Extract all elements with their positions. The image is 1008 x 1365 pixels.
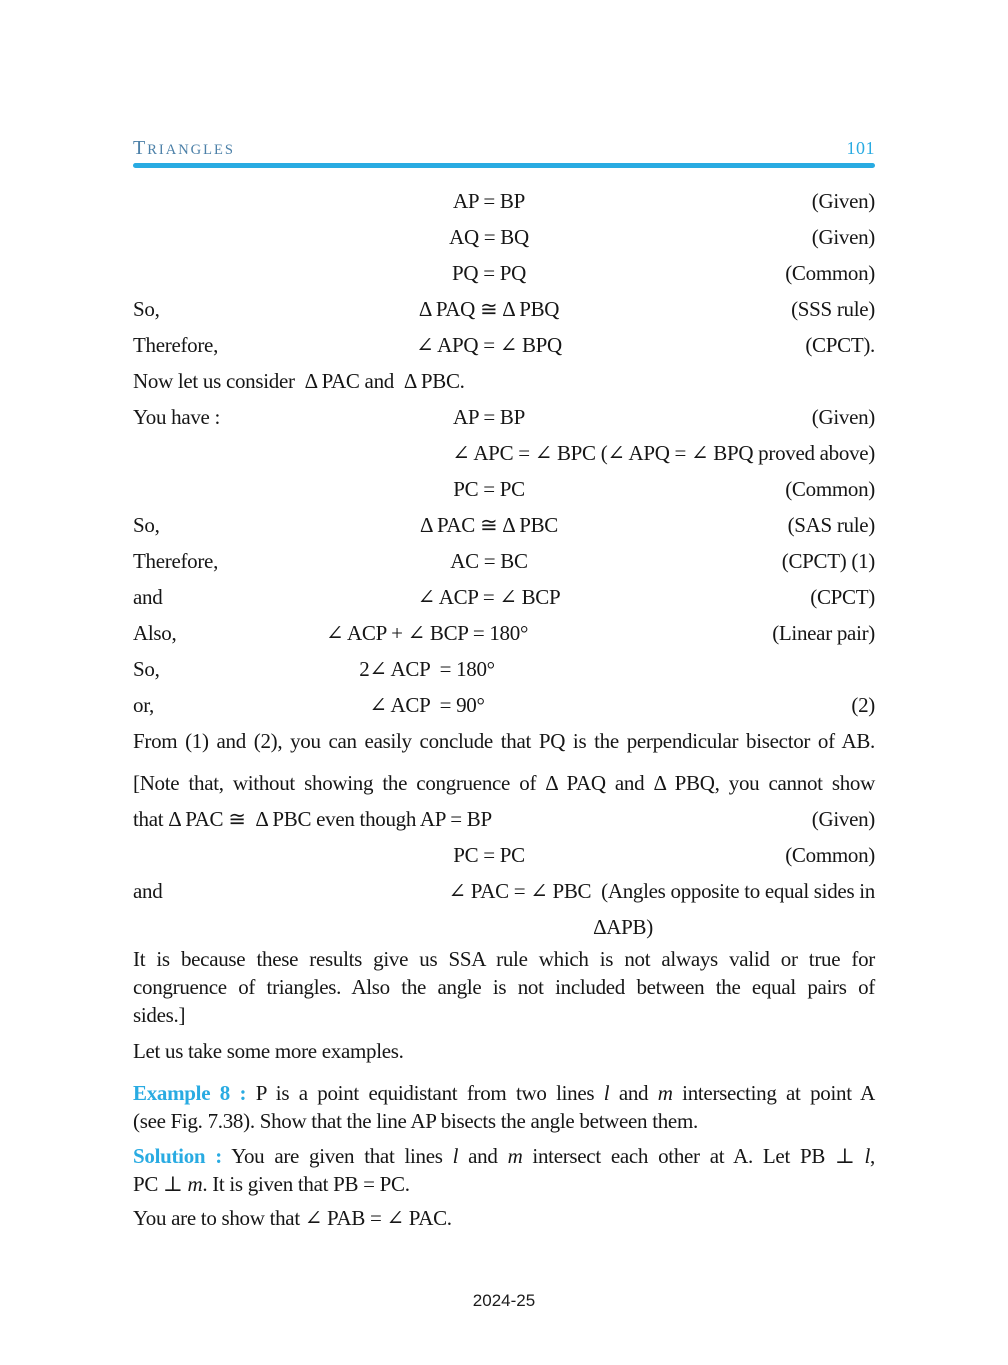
example-8-paragraph <box>133 1079 875 1135</box>
example-8-text: intersecting at point A <box>672 1081 876 1105</box>
row-justification: (Given) <box>811 189 875 213</box>
row-equation: AP = BP <box>453 189 525 213</box>
line-m-symbol: m <box>187 1172 203 1196</box>
example-8-line-1 <box>133 1079 875 1107</box>
row-justification: (Given) <box>811 405 875 429</box>
solution-label: Solution : <box>133 1144 222 1168</box>
footer-session: 2024-25 <box>472 1291 536 1310</box>
row-label <box>133 471 303 507</box>
solution-text: You are given that lines <box>221 1144 453 1168</box>
row-label <box>133 183 303 219</box>
row-equation: AP = BP <box>453 405 525 429</box>
row-label: So, <box>133 513 160 537</box>
example-8-label: Example 8 : <box>133 1081 247 1105</box>
row-equation: PC = PC <box>453 477 525 501</box>
row-justification: (Common) <box>785 477 875 501</box>
line-l-symbol: l <box>452 1144 459 1168</box>
solution-text: and <box>458 1144 508 1168</box>
line-l-symbol: l <box>864 1144 871 1168</box>
row-justification: (Linear pair) <box>772 621 875 645</box>
page-content <box>133 0 875 1236</box>
body-text-more-examples: Let us take some more examples. <box>133 1039 404 1063</box>
body-text-conclusion: From (1) and (2), you can easily conclude that PQ is the perpendicular bisector of AB. <box>133 729 875 753</box>
running-header <box>133 0 875 161</box>
row-equation: AC = BC <box>450 549 528 573</box>
example-8-line-2: (see Fig. 7.38). Show that the line AP bisects the angle between them. <box>133 1109 698 1133</box>
row-equation: PQ = PQ <box>452 261 526 285</box>
body-text: It is because these results give us SSA rule which is not always valid or true for <box>133 947 875 971</box>
solution-text: , <box>870 1144 875 1168</box>
row-equation: AQ = BQ <box>449 225 529 249</box>
row-label: So, <box>133 657 160 681</box>
body-text-note-open: [Note that, without showing the congruence of Δ PAQ and Δ PBQ, you cannot show <box>133 771 875 795</box>
row-label <box>133 219 303 255</box>
row-equation: ∠ ACP + ∠ BCP = 180° <box>325 621 529 645</box>
row-justification: (Common) <box>785 261 875 285</box>
row-equation: 2∠ ACP = 180° <box>359 657 495 681</box>
ssa-paragraph <box>133 945 875 1029</box>
row-label: and <box>133 879 163 903</box>
proof-row <box>133 471 875 507</box>
proof-row <box>133 183 875 219</box>
proof-row <box>133 327 875 363</box>
row-equation: Δ PAC ≅ Δ PBC <box>419 513 558 537</box>
row-label: Therefore, <box>133 333 219 357</box>
row-justification: (2) <box>851 693 875 717</box>
row-justification: (CPCT). <box>805 333 875 357</box>
example-8-text: and <box>609 1081 658 1105</box>
solution-paragraph <box>133 1142 875 1198</box>
row-equation: ∠ ACP = 90° <box>369 693 485 717</box>
solution-line-1 <box>133 1142 875 1170</box>
line-l-symbol: l <box>603 1081 610 1105</box>
solution-text: . It is given that PB = PC. <box>202 1172 410 1196</box>
row-label: and <box>133 585 163 609</box>
header-rule <box>133 163 875 168</box>
row-equation-with-reason: ∠ PAC = ∠ PBC (Angles opposite to equal sides in <box>448 879 875 903</box>
row-equation: ∠ APQ = ∠ BPQ <box>416 333 562 357</box>
row-justification <box>675 651 875 687</box>
solution-text: PC ⊥ <box>133 1172 188 1196</box>
proof-row <box>133 291 875 327</box>
body-text-consider: Now let us consider Δ PAC and Δ PBC. <box>133 369 465 393</box>
row-label: Also, <box>133 621 177 645</box>
proof-row <box>133 399 875 435</box>
proof-row <box>133 909 875 945</box>
proof-row <box>133 615 875 651</box>
proof-row <box>133 873 875 909</box>
example-8-text: P is a point equidistant from two lines <box>246 1081 604 1105</box>
body-text: congruence of triangles. Also the angle is not included between the equal pairs of <box>133 975 875 999</box>
row-equation-with-reason: ∠ APC = ∠ BPC (∠ APQ = ∠ BPQ proved above) <box>452 441 875 465</box>
row-justification: (CPCT) <box>810 585 875 609</box>
row-justification: (CPCT) (1) <box>781 549 875 573</box>
proof-row <box>133 255 875 291</box>
body-text-show-goal: You are to show that ∠ PAB = ∠ PAC. <box>133 1206 452 1230</box>
row-justification: (Given) <box>811 807 875 831</box>
chapter-title <box>133 137 235 161</box>
row-equation: PC = PC <box>453 843 525 867</box>
proof-row <box>133 507 875 543</box>
row-justification: (SSS rule) <box>791 297 875 321</box>
proof-body <box>133 183 875 1236</box>
row-reason-continuation: ΔAPB) <box>593 915 653 939</box>
row-label <box>133 255 303 291</box>
row-equation: Δ PAQ ≅ Δ PBQ <box>418 297 560 321</box>
row-label: You have : <box>133 405 221 429</box>
proof-row <box>133 801 875 837</box>
row-label: or, <box>133 693 155 717</box>
proof-row <box>133 219 875 255</box>
proof-row <box>133 579 875 615</box>
chapter-title-rest: RIANGLES <box>147 142 235 158</box>
row-label <box>133 435 303 471</box>
row-justification: (Common) <box>785 843 875 867</box>
row-justification: (SAS rule) <box>787 513 875 537</box>
proof-row <box>133 687 875 723</box>
chapter-title-initial: T <box>133 137 148 159</box>
line-m-symbol: m <box>657 1081 673 1105</box>
row-label: So, <box>133 297 160 321</box>
body-text: sides.] <box>133 1003 186 1027</box>
proof-row <box>133 543 875 579</box>
row-equation: ∠ ACP = ∠ BCP <box>417 585 561 609</box>
proof-row <box>133 837 875 873</box>
proof-row <box>133 435 875 471</box>
row-justification: (Given) <box>811 225 875 249</box>
proof-row <box>133 651 875 687</box>
solution-text: intersect each other at A. Let PB ⊥ <box>522 1144 865 1168</box>
solution-line-2 <box>133 1170 875 1198</box>
row-label: that Δ PAC ≅ Δ PBC even though AP = BP <box>133 807 492 831</box>
row-label <box>133 837 303 873</box>
page-number: 101 <box>846 138 875 158</box>
row-label: Therefore, <box>133 549 219 573</box>
line-m-symbol: m <box>507 1144 523 1168</box>
